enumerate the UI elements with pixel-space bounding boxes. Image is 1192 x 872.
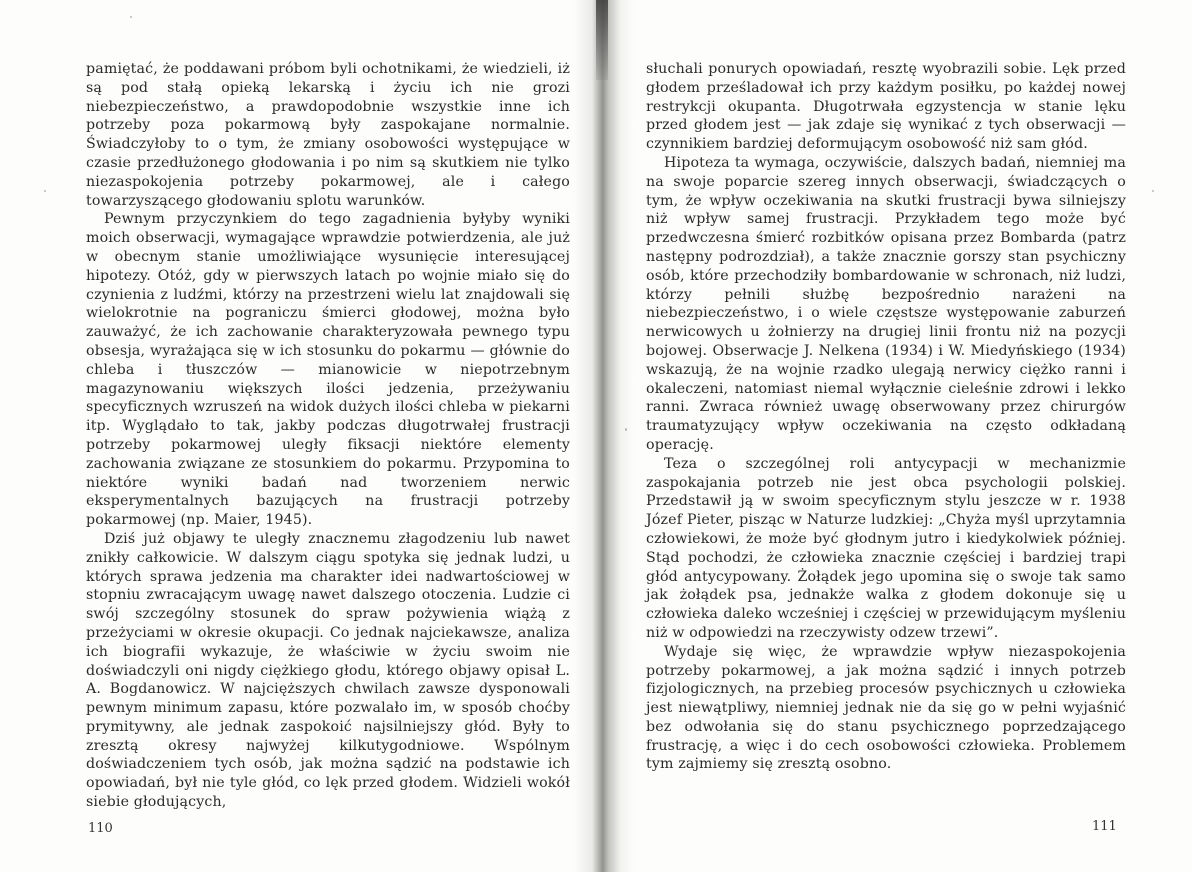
left-page-number: 110	[88, 821, 113, 836]
book-gutter-binding	[596, 0, 608, 80]
book-gutter-shadow	[574, 0, 634, 872]
right-paragraph-4: Wydaje się więc, że wprawdzie wpływ niezaspokojenia potrzeby pokarmowej, a jak można sądzić i innych potrzeb fizjologicznych, na przebieg procesów psychicznych u człowieka jest niewątpliwy, niemniej jednak nie da się go w pełni wyjaśnić bez odwołania się do stanu psychicznego poprzedzającego frustrację, a więc i do cech osobowości człowieka. Problemem tym zajmiemy się zresztą osobno.	[646, 643, 1126, 773]
left-paragraph-3: Dziś już objawy te uległy znacznemu złagodzeniu lub nawet znikły całkowicie. W dalszym ciągu spotyka się jednak ludzi, u których sprawa jedzenia ma charakter idei nadwartościowej w stopniu zwracającym uwagę nawet dalszego otoczenia. Ludzie ci swój szczególny stosunek do spraw pożywienia wiążą z przeżyciami w okresie okupacji. Co jednak najciekawsze, analiza ich biografii wykazuje, że właściwie w życiu swoim nie doświadczyli oni nigdy ciężkiego głodu, którego objawy opisał L. A. Bogdanowicz. W najcięższych chwilach zawsze dysponowali pewnym minimum zapasu, które pozwalało im, w sposób choćby prymitywny, ale jednak zaspokoić najsilniejszy głód. Były to zresztą okresy najwyżej kilkutygodniowe. Wspólnym doświadczeniem tych osób, jak można sądzić na podstawie ich opowiadań, był nie tyle głód, co lęk przed głodem. Widzieli wokół siebie głodujących,	[86, 530, 570, 811]
right-page-body	[646, 60, 1126, 774]
scan-speck	[130, 16, 132, 18]
right-page-number: 111	[1092, 819, 1117, 834]
right-paragraph-3: Teza o szczególnej roli antycypacji w mechanizmie zaspokajania potrzeb nie jest obca psychologii polskiej. Przedstawił ją w swoim specyficznym stylu jeszcze w r. 1938 Józef Pieter, pisząc w Naturze ludzkiej: „Chyża myśl uprzytamnia człowiekowi, że może być głodnym jutro i kiedykolwiek później. Stąd pochodzi, że człowieka znacznie częściej i bardziej trapi głód antycypowany. Żołądek jego upomina się o swoje tak samo jak żołądek psa, jednakże walka z głodem dokonuje się u człowieka daleko wcześniej i częściej w przewidującym myśleniu niż w odpowiedzi na rzeczywisty odzew trzewi”.	[646, 455, 1126, 641]
scan-speck	[1152, 190, 1154, 192]
right-paragraph-2: Hipoteza ta wymaga, oczywiście, dalszych badań, niemniej ma na swoje poparcie szereg innych obserwacji, świadczących o tym, że wpływ oczekiwania na skutki frustracji bywa silniejszy niż wpływ samej frustracji. Przykładem tego może być przedwczesna śmierć rozbitków opisana przez Bombarda (patrz następny podrozdział), a także znacznie gorszy stan psychiczny osób, które przechodziły bombardowanie w schronach, niż ludzi, którzy pełnili służbę bezpośrednio narażeni na niebezpieczeństwo, i o wiele częstsze występowanie zaburzeń nerwicowych u żołnierzy na drugiej linii frontu niż na pozycji bojowej. Obserwacje J. Nelkena (1934) i W. Miedyńskiego (1934) wskazują, że na wojnie rzadko ulegają nerwicy ciężko ranni i okaleczeni, natomiast niemal wyłącznie cieleśnie zdrowi i lekko ranni. Zwraca również uwagę obserwowany przez chirurgów traumatyzujący wpływ oczekiwania na często odkładaną operację.	[646, 154, 1126, 453]
left-page-body	[86, 60, 570, 812]
left-paragraph-1: pamiętać, że poddawani próbom byli ochotnikami, że wiedzieli, iż są pod stałą opieką lekarską i życiu ich nie grozi niebezpieczeństwo, a prawdopodobnie wszystkie inne ich potrzeby poza pokarmową były zaspokajane normalnie. Świadczyłoby to o tym, że zmiany osobowości występujące w czasie przedłużonego głodowania i po nim są skutkiem nie tylko niezaspokojenia potrzeby pokarmowej, ale i całego towarzyszącego głodowaniu splotu warunków.	[86, 61, 570, 209]
scan-speck	[44, 190, 46, 192]
right-paragraph-1: słuchali ponurych opowiadań, resztę wyobrazili sobie. Lęk przed głodem prześladował ich przy każdym posiłku, po każdej nowej restrykcji okupanta. Długotrwała egzystencja w stanie lęku przed głodem jest — jak zdaje się wynikać z tych obserwacji — czynnikiem bardziej deformującym osobowość niż sam głód.	[646, 61, 1126, 153]
scan-speck	[625, 428, 627, 431]
left-paragraph-2: Pewnym przyczynkiem do tego zagadnienia byłyby wyniki moich obserwacji, wymagające wprawdzie potwierdzenia, ale już w obecnym stanie umożliwiające wysunięcie interesującej hipotezy. Otóż, gdy w pierwszych latach po wojnie miało się do czynienia z ludźmi, którzy na przestrzeni wielu lat znajdowali się wielokrotnie na pograniczu śmierci głodowej, można było zauważyć, że ich zachowanie charakteryzowała pewnego typu obsesja, wyrażająca się w ich stosunku do pokarmu — głównie do chleba i tłuszczów — mianowicie w niepotrzebnym magazynowaniu większych ilości jedzenia, przeżywaniu specyficznych wzruszeń na widok dużych ilości chleba w piekarni itp. Wyglądało to tak, jakby podczas długotrwałej frustracji potrzeby pokarmowej uległy fiksacji niektóre elementy zachowania związane ze stosunkiem do pokarmu. Przypomina to niektóre wyniki badań nad tworzeniem nerwic eksperymentalnych bazujących na frustracji potrzeby pokarmowej (np. Maier, 1945).	[86, 211, 570, 529]
